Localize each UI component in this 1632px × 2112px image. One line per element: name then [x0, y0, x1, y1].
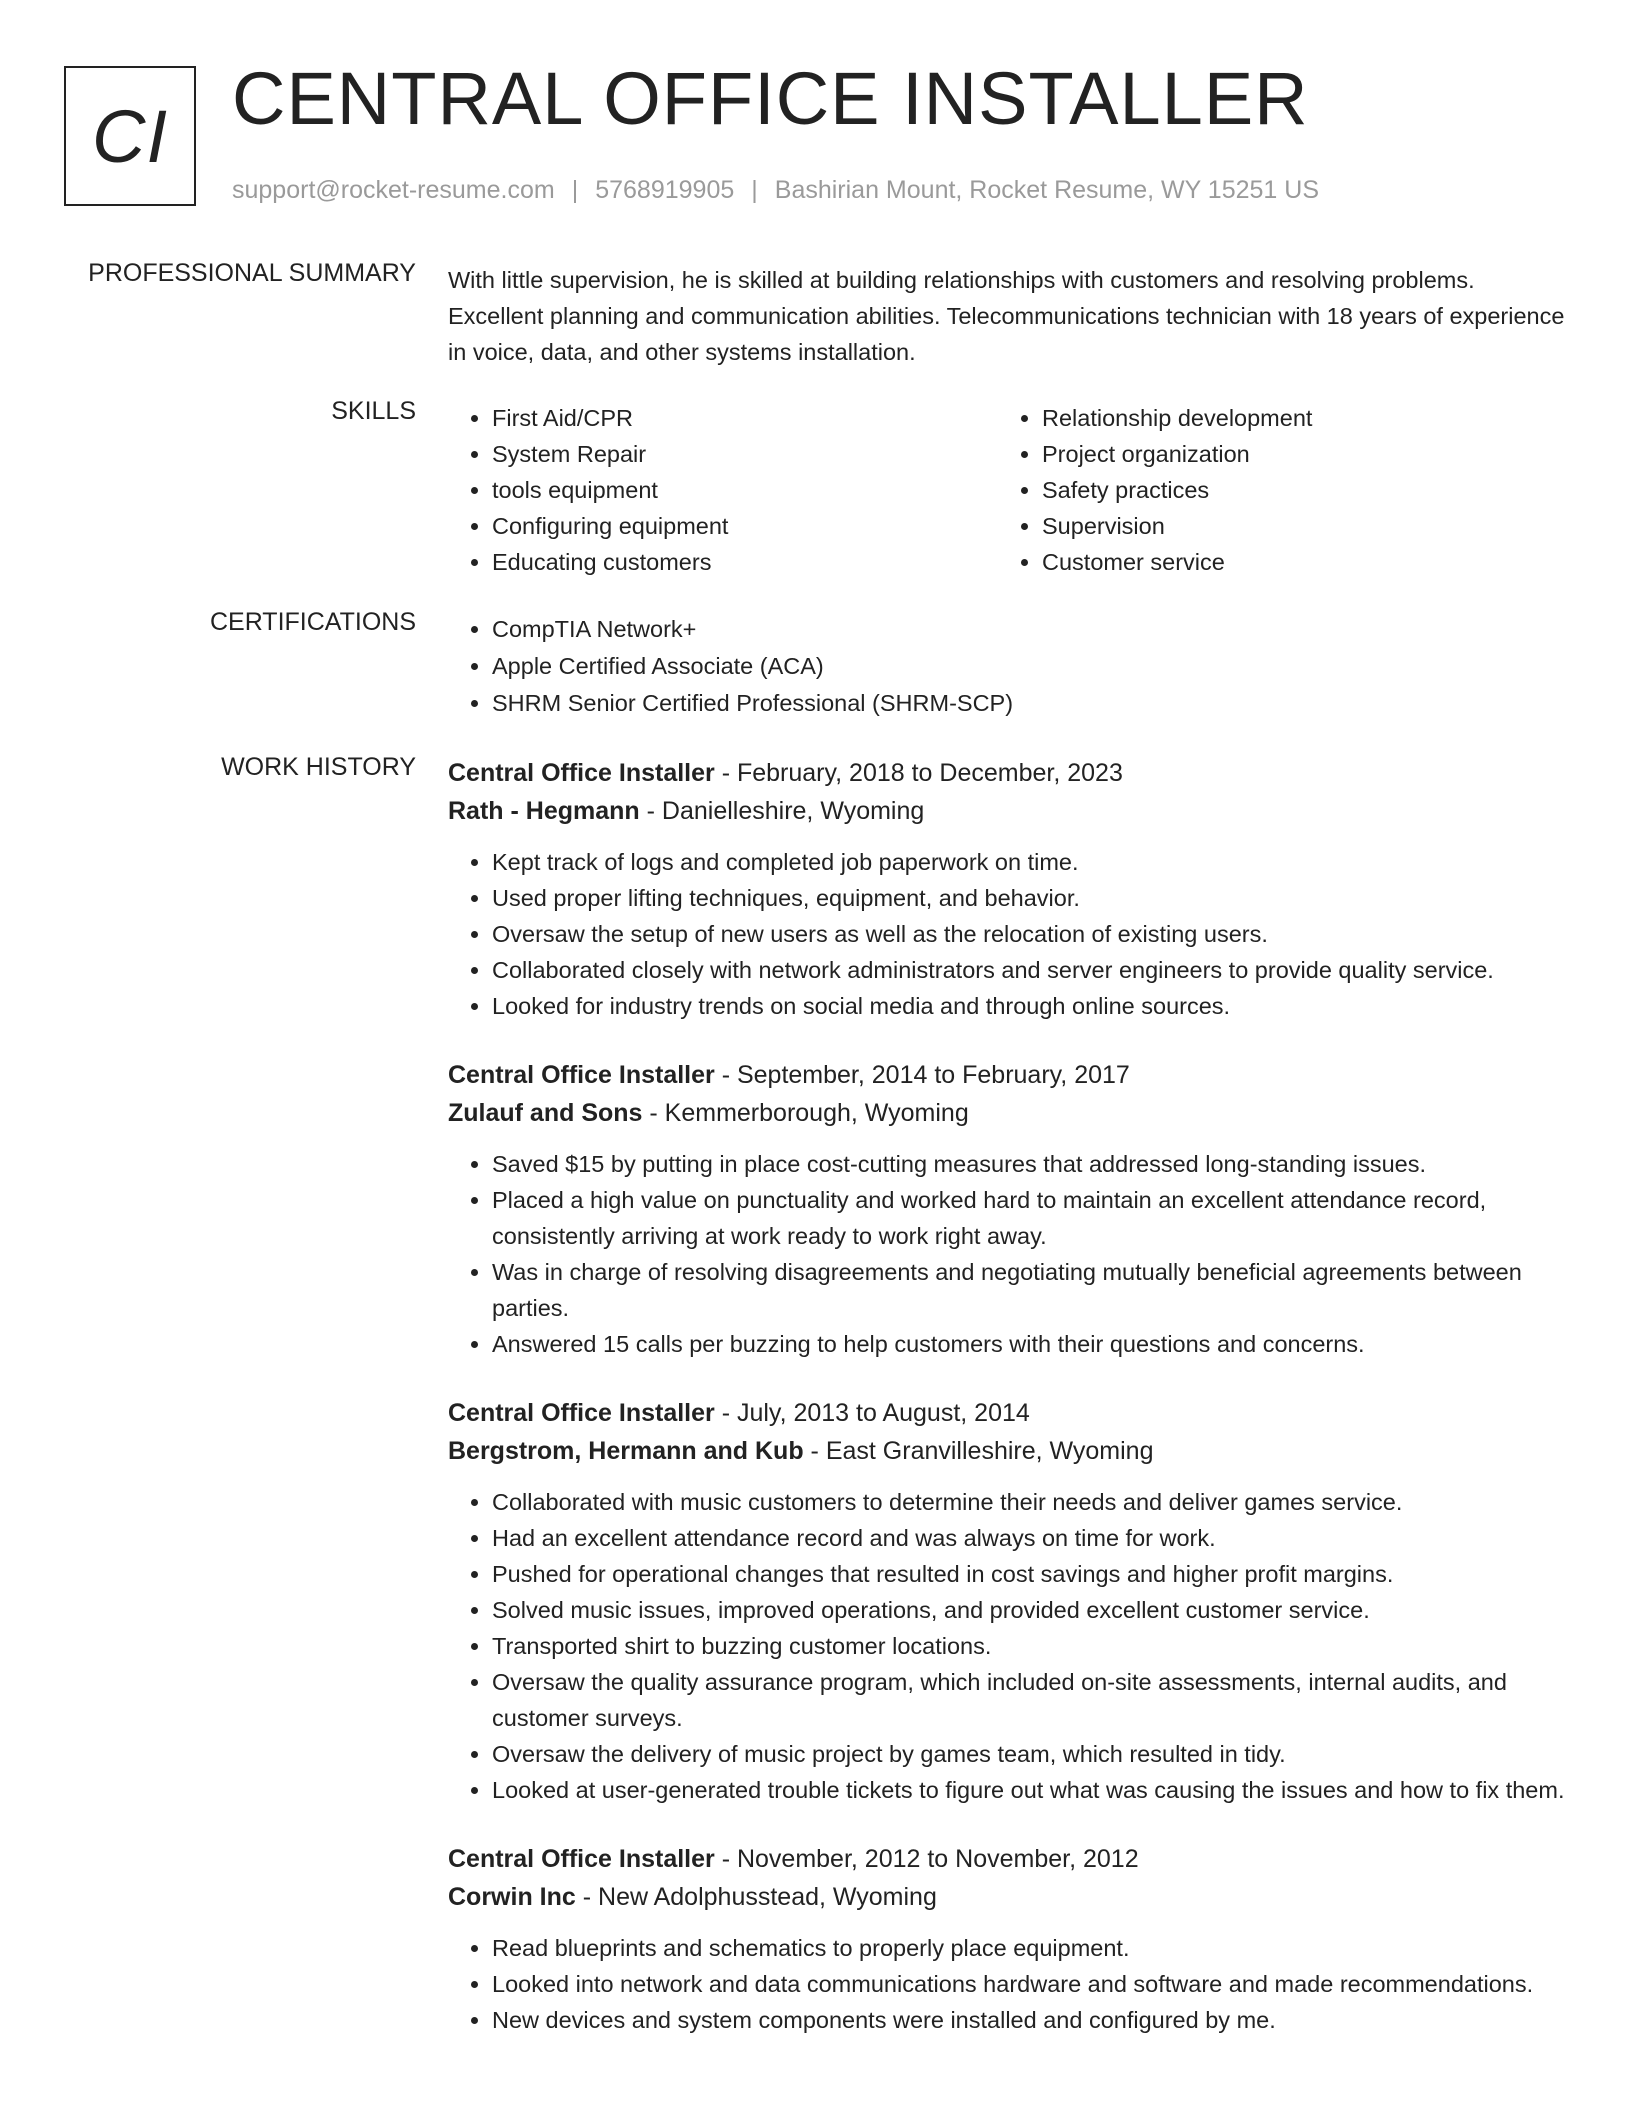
- job-title: Central Office Installer: [448, 1061, 715, 1089]
- dash: -: [803, 1437, 826, 1465]
- job-bullet: • Kept track of logs and completed job paperwork on time.: [492, 844, 1568, 880]
- job-dates: November, 2012 to November, 2012: [736, 1845, 1139, 1873]
- skill-item: • Safety practices: [1042, 472, 1548, 508]
- contact-line: [232, 176, 1319, 205]
- skills-grid: [448, 400, 1568, 580]
- section-label-skills: SKILLS: [331, 397, 416, 425]
- certification-item: • CompTIA Network+: [492, 611, 1568, 648]
- job-location: East Granvilleshire, Wyoming: [825, 1437, 1154, 1465]
- job-bullets: [448, 844, 1568, 1024]
- skill-item: • Configuring equipment: [492, 508, 998, 544]
- certification-item: • Apple Certified Associate (ACA): [492, 648, 1568, 685]
- job-bullet: • Used proper lifting techniques, equipment, and behavior.: [492, 880, 1568, 916]
- job-bullet: • Transported shirt to buzzing customer locations.: [492, 1628, 1568, 1664]
- summary-text: With little supervision, he is skilled at building relationships with customers and resolving problems. Excellent planning and communication abilities. Telecommunications technician with 18 years of experience in voice, data, and other systems installation.: [448, 267, 1565, 365]
- page-title: CENTRAL OFFICE INSTALLER: [232, 57, 1309, 140]
- job-bullet: • Oversaw the delivery of music project by games team, which resulted in tidy.: [492, 1736, 1568, 1772]
- skills-list-right: [998, 400, 1548, 580]
- dash: -: [575, 1883, 599, 1911]
- job-entry: [448, 1056, 1568, 1362]
- job-company-line: [448, 792, 1568, 830]
- job-bullets: [448, 1146, 1568, 1362]
- contact-separator: |: [571, 176, 579, 204]
- job-title-line: [448, 754, 1568, 792]
- job-bullet: • Oversaw the quality assurance program, which included on-site assessments, internal audits, and customer surveys.: [492, 1664, 1568, 1736]
- job-bullet: • Looked into network and data communications hardware and software and made recommendations.: [492, 1966, 1568, 2002]
- summary-body: [448, 262, 1568, 370]
- job-location: Kemmerborough, Wyoming: [664, 1099, 969, 1127]
- dash: -: [639, 797, 662, 825]
- job-bullet: • Oversaw the setup of new users as well as the relocation of existing users.: [492, 916, 1568, 952]
- job-bullet: • Was in charge of resolving disagreements and negotiating mutually beneficial agreements between parties.: [492, 1254, 1568, 1326]
- job-location: Danielleshire, Wyoming: [661, 797, 925, 825]
- job-bullet: • Solved music issues, improved operations, and provided excellent customer service.: [492, 1592, 1568, 1628]
- contact-email: support@rocket-resume.com: [232, 176, 555, 204]
- job-company-line: [448, 1094, 1568, 1132]
- job-bullet: • Looked at user-generated trouble tickets to figure out what was causing the issues and how to fix them.: [492, 1772, 1568, 1808]
- job-bullet: • Placed a high value on punctuality and worked hard to maintain an excellent attendance record, consistently arriving at work ready to work right away.: [492, 1182, 1568, 1254]
- job-bullet: • Collaborated with music customers to determine their needs and deliver games service.: [492, 1484, 1568, 1520]
- job-bullet: • Pushed for operational changes that resulted in cost savings and higher profit margins.: [492, 1556, 1568, 1592]
- contact-address: Bashirian Mount, Rocket Resume, WY 15251 US: [774, 176, 1320, 204]
- certification-item: • SHRM Senior Certified Professional (SHRM-SCP): [492, 685, 1568, 722]
- dash: -: [714, 1845, 737, 1873]
- job-entry: [448, 1840, 1568, 2038]
- job-company: Zulauf and Sons: [448, 1099, 643, 1127]
- job-title-line: [448, 1056, 1568, 1094]
- job-company-line: [448, 1878, 1568, 1916]
- section-label-certifications: CERTIFICATIONS: [209, 608, 416, 636]
- skill-item: • Customer service: [1042, 544, 1548, 580]
- section-label-work-history: WORK HISTORY: [221, 753, 416, 781]
- monogram-logo: CI: [64, 66, 196, 206]
- job-dates: February, 2018 to December, 2023: [736, 759, 1123, 787]
- job-bullet: • Looked for industry trends on social media and through online sources.: [492, 988, 1568, 1024]
- job-bullet: • Read blueprints and schematics to properly place equipment.: [492, 1930, 1568, 1966]
- job-company-line: [448, 1432, 1568, 1470]
- job-company: Corwin Inc: [448, 1883, 576, 1911]
- skill-item: • Educating customers: [492, 544, 998, 580]
- skills-body: [448, 400, 1568, 580]
- skills-column-left: [448, 400, 998, 580]
- skill-item: • tools equipment: [492, 472, 998, 508]
- job-title: Central Office Installer: [448, 1399, 715, 1427]
- skill-item: • Supervision: [1042, 508, 1548, 544]
- skill-item: • First Aid/CPR: [492, 400, 998, 436]
- job-bullet: • Answered 15 calls per buzzing to help customers with their questions and concerns.: [492, 1326, 1568, 1362]
- job-bullet: • Saved $15 by putting in place cost-cutting measures that addressed long-standing issues.: [492, 1146, 1568, 1182]
- skills-list-left: [448, 400, 998, 580]
- job-company: Rath - Hegmann: [448, 797, 640, 825]
- dash: -: [714, 1061, 737, 1089]
- job-bullet: • Collaborated closely with network administrators and server engineers to provide quality service.: [492, 952, 1568, 988]
- job-title: Central Office Installer: [448, 759, 715, 787]
- dash: -: [714, 1399, 737, 1427]
- job-location: New Adolphusstead, Wyoming: [598, 1883, 937, 1911]
- skill-item: • Project organization: [1042, 436, 1548, 472]
- skills-column-right: [998, 400, 1548, 580]
- dash: -: [642, 1099, 665, 1127]
- section-label-summary: PROFESSIONAL SUMMARY: [88, 259, 416, 287]
- job-entry: [448, 1394, 1568, 1808]
- job-dates: September, 2014 to February, 2017: [736, 1061, 1130, 1089]
- contact-phone: 5768919905: [595, 176, 735, 204]
- job-bullet: • Had an excellent attendance record and was always on time for work.: [492, 1520, 1568, 1556]
- certifications-list: [448, 611, 1568, 722]
- job-bullets: [448, 1930, 1568, 2038]
- job-title: Central Office Installer: [448, 1845, 715, 1873]
- dash: -: [714, 759, 737, 787]
- job-title-line: [448, 1840, 1568, 1878]
- job-company: Bergstrom, Hermann and Kub: [448, 1437, 804, 1465]
- skill-item: • Relationship development: [1042, 400, 1548, 436]
- job-title-line: [448, 1394, 1568, 1432]
- job-entry: [448, 754, 1568, 1024]
- job-dates: July, 2013 to August, 2014: [736, 1399, 1030, 1427]
- job-bullet: • New devices and system components were installed and configured by me.: [492, 2002, 1568, 2038]
- skill-item: • System Repair: [492, 436, 998, 472]
- work-history-body: [448, 754, 1568, 2038]
- job-bullets: [448, 1484, 1568, 1808]
- certifications-body: [448, 611, 1568, 722]
- contact-separator: |: [751, 176, 758, 204]
